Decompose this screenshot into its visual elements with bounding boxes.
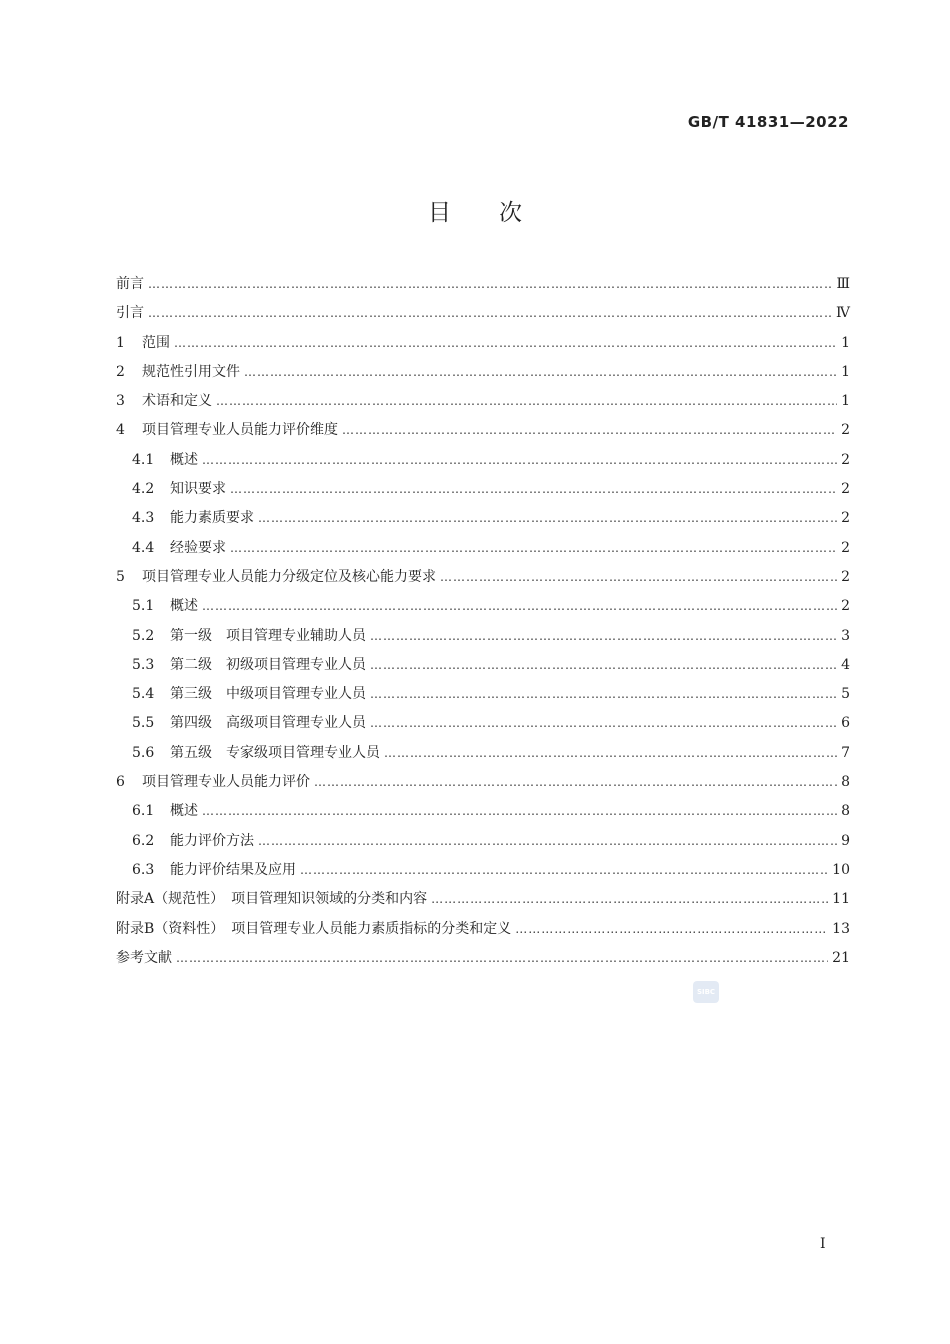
toc-entry-page: 9	[841, 832, 850, 849]
toc-entry-page: 6	[841, 715, 850, 732]
toc-entry-label: 经验要求	[170, 539, 226, 556]
toc-leader-dots	[244, 358, 837, 387]
toc-entry-label: 引言	[116, 305, 144, 322]
toc-entry-number: 4.2	[132, 481, 155, 498]
toc-entry-page: 2	[841, 481, 850, 498]
toc-entry[interactable]	[116, 739, 850, 768]
toc-entry-label: 知识要求	[170, 481, 226, 498]
toc-entry-label: 第五级 专家级项目管理专业人员	[170, 744, 380, 761]
toc-entry-label: 第四级 高级项目管理专业人员	[170, 715, 366, 732]
toc-entry-page: 2	[841, 568, 850, 585]
toc-leader-dots	[176, 944, 828, 973]
toc-entry[interactable]	[116, 299, 850, 328]
toc-entry-number: 4.4	[132, 539, 155, 556]
toc-entry[interactable]	[116, 797, 850, 826]
toc-entry-label: 概述	[170, 598, 198, 615]
toc-entry-page: 2	[841, 422, 850, 439]
toc-entry-number: 5.3	[132, 656, 155, 673]
toc-entry-label: 项目管理专业人员能力评价维度	[142, 422, 338, 439]
toc-leader-dots	[431, 885, 828, 914]
toc-entry-page: 4	[841, 656, 850, 673]
toc-leader-dots	[300, 856, 828, 885]
toc-entry-number: 2	[116, 363, 125, 380]
watermark-logo: SIBC	[693, 981, 719, 1003]
toc-entry[interactable]	[116, 827, 850, 856]
toc-entry-page: Ⅲ	[836, 276, 850, 292]
toc-leader-dots	[258, 827, 837, 856]
toc-entry-number: 6.1	[132, 803, 155, 820]
toc-entry-label: 第一级 项目管理专业辅助人员	[170, 627, 366, 644]
toc-leader-dots	[230, 534, 837, 563]
toc-entry-label: 能力评价方法	[170, 832, 254, 849]
toc-entry-page: 10	[832, 861, 850, 878]
toc-entry-label: 能力素质要求	[170, 510, 254, 527]
toc-leader-dots	[440, 563, 837, 592]
toc-entry-number: 5.5	[132, 715, 155, 732]
toc-entry[interactable]	[116, 270, 850, 299]
toc-leader-dots	[515, 915, 828, 944]
toc-entry[interactable]	[116, 885, 850, 914]
table-of-contents	[116, 270, 850, 973]
toc-leader-dots	[202, 592, 837, 621]
toc-entry[interactable]	[116, 329, 850, 358]
toc-entry-number: 4	[116, 422, 125, 439]
toc-leader-dots	[370, 622, 837, 651]
toc-entry[interactable]	[116, 651, 850, 680]
toc-leader-dots	[202, 797, 837, 826]
standard-code: GB/T 41831—2022	[687, 113, 849, 131]
toc-entry[interactable]	[116, 680, 850, 709]
toc-entry[interactable]	[116, 709, 850, 738]
toc-entry-number: 5	[116, 568, 125, 585]
toc-entry-page: 2	[841, 510, 850, 527]
toc-title: 目次	[428, 200, 570, 226]
toc-leader-dots	[202, 446, 837, 475]
toc-entry-label: 项目管理专业人员能力分级定位及核心能力要求	[142, 568, 436, 585]
toc-entry[interactable]	[116, 475, 850, 504]
toc-entry-label: 范围	[142, 334, 170, 351]
toc-entry[interactable]	[116, 622, 850, 651]
toc-entry-label: 第二级 初级项目管理专业人员	[170, 656, 366, 673]
toc-entry-number: 5.4	[132, 686, 155, 703]
toc-leader-dots	[342, 416, 837, 445]
toc-entry-page: 2	[841, 451, 850, 468]
toc-entry-label: 概述	[170, 803, 198, 820]
toc-entry-label: 规范性引用文件	[142, 363, 240, 380]
page-number: Ⅰ	[820, 1236, 826, 1252]
toc-leader-dots	[384, 739, 837, 768]
toc-leader-dots	[174, 329, 837, 358]
toc-entry-page: 1	[841, 393, 850, 410]
toc-entry-number: 1	[116, 334, 125, 351]
toc-leader-dots	[230, 475, 837, 504]
toc-entry[interactable]	[116, 915, 850, 944]
toc-entry-number: 6	[116, 774, 125, 791]
toc-leader-dots	[370, 651, 837, 680]
toc-leader-dots	[258, 504, 837, 533]
toc-entry-page: 2	[841, 539, 850, 556]
toc-entry[interactable]	[116, 768, 850, 797]
toc-entry-label: 参考文献	[116, 949, 172, 966]
toc-leader-dots	[216, 387, 837, 416]
toc-entry-page: 1	[841, 363, 850, 380]
toc-entry[interactable]	[116, 592, 850, 621]
toc-entry-label: 术语和定义	[142, 393, 212, 410]
toc-leader-dots	[370, 709, 837, 738]
toc-entry-page: Ⅳ	[836, 305, 850, 322]
toc-entry-number: 4.1	[132, 451, 155, 468]
toc-entry-page: 7	[841, 744, 850, 761]
toc-entry[interactable]	[116, 563, 850, 592]
toc-leader-dots	[370, 680, 837, 709]
toc-entry[interactable]	[116, 944, 850, 973]
toc-entry-page: 5	[841, 686, 850, 703]
toc-entry-number: 4.3	[132, 510, 155, 527]
toc-entry-number: 5.6	[132, 744, 155, 761]
toc-entry-number: 3	[116, 393, 125, 410]
toc-entry[interactable]	[116, 358, 850, 387]
toc-entry-page: 8	[841, 774, 850, 791]
toc-entry-label: 附录A（规范性） 项目管理知识领域的分类和内容	[116, 891, 428, 908]
toc-entry[interactable]	[116, 387, 850, 416]
toc-entry-label: 概述	[170, 451, 198, 468]
toc-leader-dots	[148, 270, 832, 299]
toc-entry[interactable]	[116, 856, 850, 885]
toc-entry[interactable]	[116, 446, 850, 475]
toc-entry-page: 3	[841, 627, 850, 644]
toc-entry-number: 5.1	[132, 598, 155, 615]
toc-entry-label: 前言	[116, 276, 144, 292]
toc-entry-page: 2	[841, 598, 850, 615]
toc-leader-dots	[148, 299, 832, 328]
toc-entry[interactable]	[116, 416, 850, 445]
toc-entry-label: 第三级 中级项目管理专业人员	[170, 686, 366, 703]
toc-entry-number: 6.3	[132, 861, 155, 878]
toc-entry-page: 21	[832, 949, 850, 966]
toc-entry-label: 能力评价结果及应用	[170, 861, 296, 878]
toc-entry[interactable]	[116, 504, 850, 533]
toc-entry-label: 项目管理专业人员能力评价	[142, 774, 310, 791]
toc-entry-number: 6.2	[132, 832, 155, 849]
toc-entry-page: 1	[841, 334, 850, 351]
toc-entry-page: 11	[832, 891, 850, 908]
toc-entry-label: 附录B（资料性） 项目管理专业人员能力素质指标的分类和定义	[116, 920, 512, 937]
toc-entry-page: 8	[841, 803, 850, 820]
toc-entry-number: 5.2	[132, 627, 155, 644]
toc-entry[interactable]	[116, 534, 850, 563]
toc-leader-dots	[314, 768, 837, 797]
toc-entry-page: 13	[832, 920, 850, 937]
